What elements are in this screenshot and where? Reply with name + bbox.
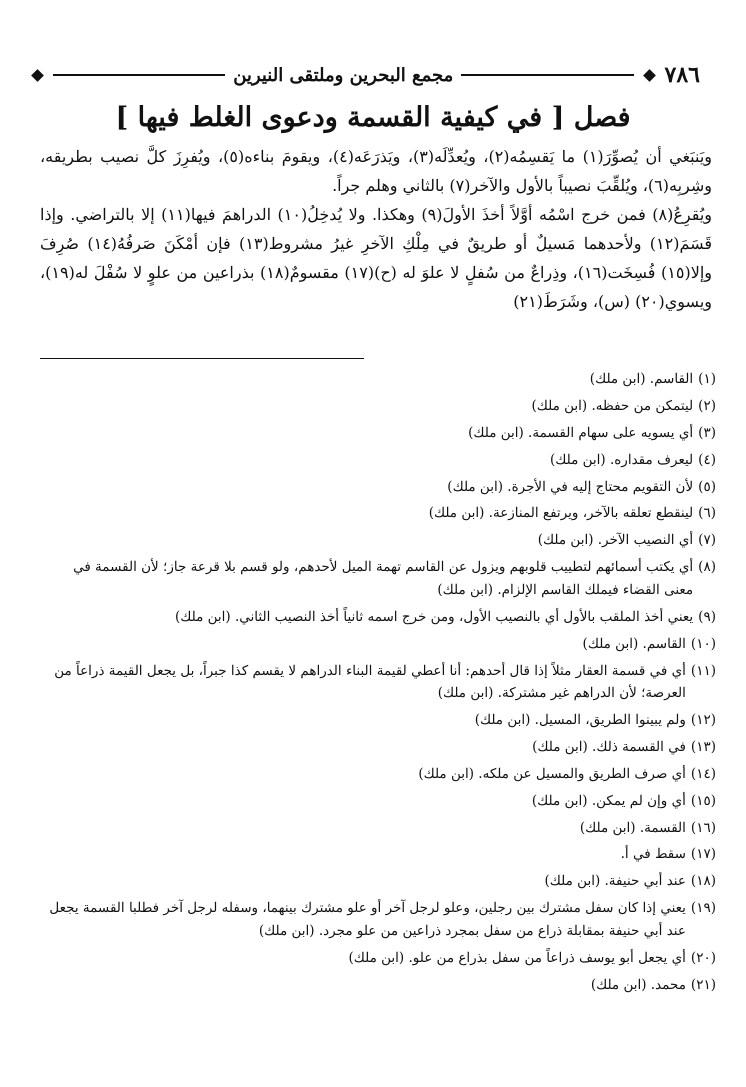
- footnote-text: ولم يبينوا الطريق، المسيل. (ابن ملك): [474, 711, 686, 728]
- footnote-text: القاسم. (ابن ملك): [582, 635, 686, 652]
- paragraph: ويَنبَغي أن يُصوِّرَ(١) ما يَقسِمُه(٢)، ويُعدِّلَه(٣)، ويَذرَعَه(٤)، ويقومَ بناءه(٥)، ويُفرِزَ كلَّ نصيب بطريقه، وشِربِه(٦)، ويُلقِّبَ نصيباً بالأول والآخر(٧) بالثاني وهلم جراً.: [40, 147, 712, 195]
- footnote-text: أي يسويه على سهام القسمة. (ابن ملك): [468, 424, 694, 441]
- footnote-number: (١٢): [690, 711, 716, 728]
- footnote-text: عند أبي حنيفة. (ابن ملك): [544, 873, 686, 890]
- page-number: ٧٨٦: [664, 62, 700, 88]
- footnote: [40, 502, 716, 525]
- footnote: [40, 556, 716, 601]
- footnote-number: (١٦): [690, 819, 716, 836]
- footnote-number: (٦): [698, 505, 716, 522]
- footnote: [40, 422, 716, 445]
- footnote: [40, 817, 716, 840]
- footnote-text: أي يكتب أسمائهم لتطييب قلوبهم ويزول عن القاسم تهمة الميل لأحدهم، ولو قسم بلا قرعة جاز؛ لأن القسمة في معنى القضاء فيملك القاسم الإلزام. (ابن ملك): [73, 559, 694, 598]
- footnote-text: ليعرف مقداره. (ابن ملك): [549, 451, 694, 468]
- footnote-text: سقط في أ.: [620, 846, 686, 863]
- footnote-number: (١): [698, 371, 716, 387]
- footnote-text: أي في قسمة العقار مثلاً إذا قال أحدهم: أنا أعطي لقيمة البناء الدراهم لا يقسم كذا جبراً، بل يجعل القيمة ذراعاً من العرصة؛ لأن الدراهم غير مشتركة. (ابن ملك): [54, 662, 686, 702]
- footnote-separator: [40, 358, 364, 359]
- footnote-number: (٨): [698, 559, 716, 576]
- book-title: مجمع البحرين وملتقى النيرين: [233, 64, 454, 86]
- footnote-text: القسمة. (ابن ملك): [579, 819, 686, 836]
- diamond-ornament-icon: [31, 69, 44, 82]
- footnote: [40, 449, 716, 472]
- footnote: [40, 709, 716, 732]
- footnote-number: (١١): [690, 662, 716, 679]
- footnote-text: يعني إذا كان سفل مشترك بين رجلين، وعلو لرجل آخر أو علو مشترك بينهما، وسفله لرجل آخر فطلبا القسمة يجعل عند أبي حنيفة بمقابلة ذراع من سفل بمجرد ذراعين من علو مجرد. (ابن ملك): [49, 900, 686, 939]
- footnote-number: (١٨): [690, 873, 716, 890]
- footnote-number: (١٣): [690, 738, 716, 755]
- footnote-text: أي صرف الطريق والمسيل عن ملكه. (ابن ملك): [418, 765, 686, 782]
- footnote: [40, 843, 716, 866]
- footnotes: [40, 368, 716, 1000]
- footnote: [40, 790, 716, 813]
- footnote-number: (١٠): [690, 635, 716, 652]
- footnote-text: في القسمة ذلك. (ابن ملك): [532, 738, 686, 755]
- footnote-text: القاسم. (ابن ملك): [589, 371, 694, 387]
- footnote: [40, 947, 716, 970]
- header-rule: [461, 74, 633, 76]
- footnote-number: (٢٠): [690, 949, 716, 966]
- footnote-number: (٣): [698, 424, 716, 441]
- main-text: [40, 142, 712, 316]
- footnote-text: ليتمكن من حفظه. (ابن ملك): [531, 397, 694, 414]
- paragraph: ويُقرِعُ(٨) فمن خرج اسْمُه أوَّلاً أخذَ الأولَ(٩) وهكذا. ولا يُدخِلُ(١٠) الدراهمَ فيها(١١) إلا بالتراضي. وإذا قَسَمَ(١٢) ولأحدهما مَسيلٌ أو طريقٌ في مِلْكِ الآخرِ غيرُ مشروط(١٣) فإن أمْكَنَ صَرفُهُ(١٤) صُرِفَ وإلا(١٥) فُسِخَت(١٦)، وذِراعٌ من سُفلٍ لا علوَ له (ح)(١٧) مقسومٌ(١٨) بذراعين من علوٍ لا سُفْلَ له(١٩)، ويسوي(٢٠) (س)، وشَرَطَ(٢١): [40, 205, 713, 311]
- footnote: [40, 736, 716, 759]
- footnote-number: (١٥): [690, 792, 716, 809]
- footnote: [40, 476, 716, 499]
- footnote-number: (٧): [698, 532, 716, 549]
- footnote-number: (٤): [698, 451, 716, 468]
- footnote-number: (١٤): [690, 765, 716, 782]
- footnote-text: لينقطع تعلقه بالآخر، ويرتفع المنازعة. (ابن ملك): [428, 505, 694, 522]
- footnote-text: محمد. (ابن ملك): [590, 976, 686, 993]
- footnote: [40, 368, 716, 391]
- footnote: [40, 606, 716, 629]
- footnote-number: (١٩): [690, 900, 716, 917]
- footnote-number: (٥): [698, 478, 716, 495]
- running-header: [30, 58, 700, 92]
- footnote-number: (٩): [698, 608, 716, 625]
- footnote: [40, 660, 716, 705]
- footnote-number: (١٧): [690, 846, 716, 863]
- footnote-text: يعني أخذ الملقب بالأول أي بالنصيب الأول، ومن خرج اسمه ثانياً أخذ النصيب الثاني. (ابن ملك): [174, 608, 694, 625]
- header-rule: [53, 74, 225, 76]
- footnote-text: لأن التقويم محتاج إليه في الأجرة. (ابن ملك): [447, 478, 694, 495]
- diamond-ornament-icon: [643, 69, 656, 82]
- footnote-text: أي النصيب الآخر. (ابن ملك): [537, 532, 694, 549]
- footnote-text: أي وإن لم يمكن. (ابن ملك): [531, 792, 686, 809]
- footnote: [40, 870, 716, 893]
- footnote: [40, 633, 716, 656]
- footnote-number: (٢): [698, 397, 716, 414]
- chapter-title: فصل [ في كيفية القسمة ودعوى الغلط فيها ]: [115, 102, 631, 133]
- footnote: [40, 395, 716, 418]
- footnote-number: (٢١): [690, 976, 716, 993]
- footnote: [40, 763, 716, 786]
- footnote: [40, 529, 716, 552]
- footnote: [40, 974, 716, 997]
- footnote: [40, 897, 716, 942]
- footnote-text: أي يجعل أبو يوسف ذراعاً من سفل بذراع من علو. (ابن ملك): [348, 949, 686, 966]
